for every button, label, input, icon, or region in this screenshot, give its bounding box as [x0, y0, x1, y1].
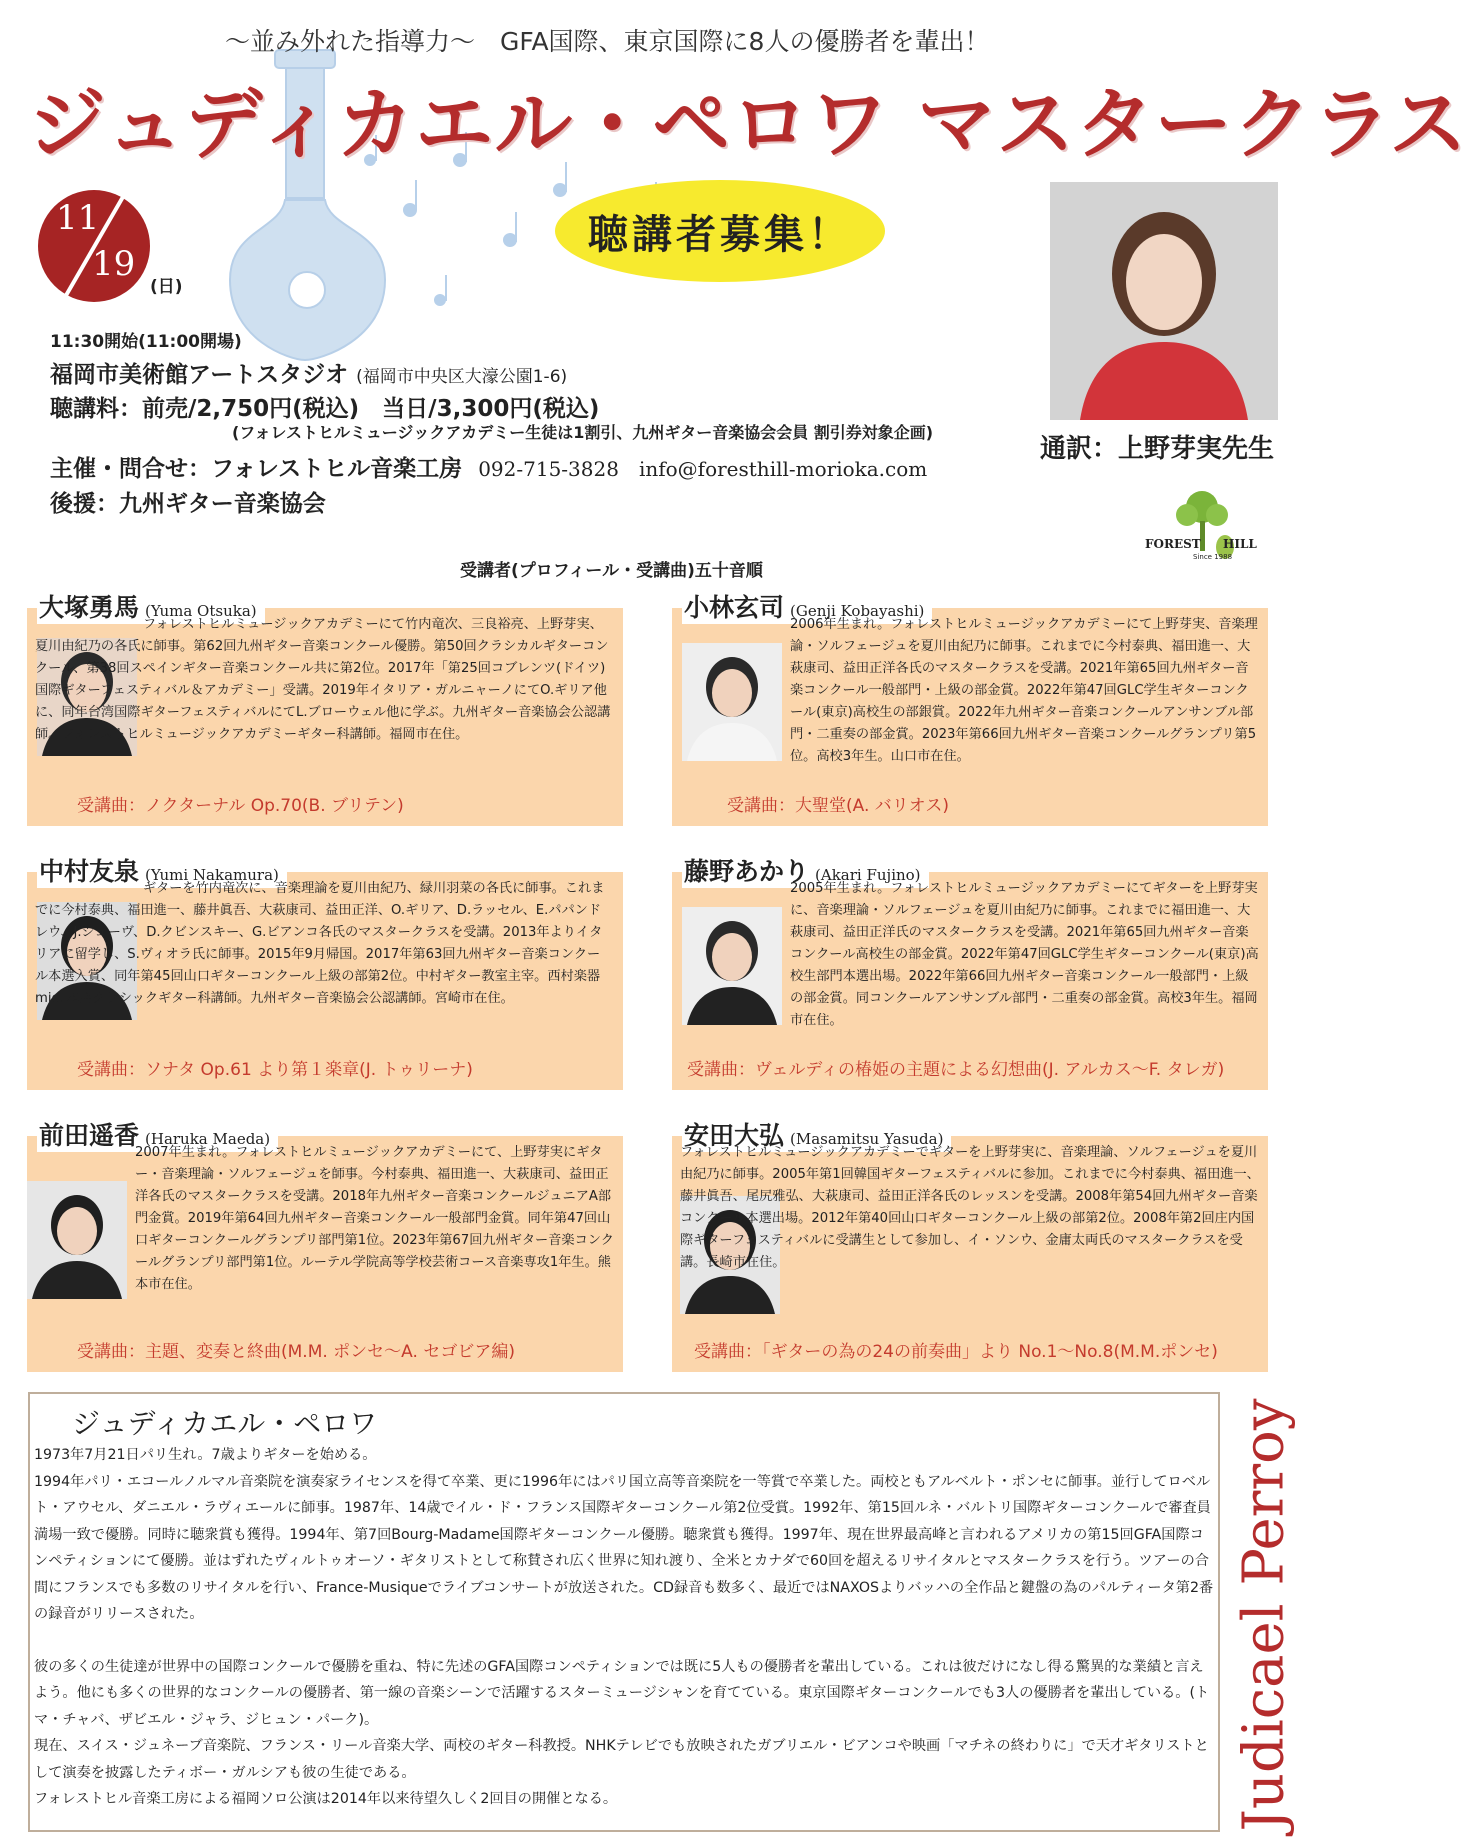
- profile-paragraph: 現在、スイス・ジュネーブ音楽院、フランス・リール音楽大学、両校のギター科教授。NHKテレビでも放映されたガブリエル・ビアンコや映画「マチネの終わりに」で天才ギタリストとして演奏を披露したティボー・ガルシアも彼の生徒である。: [34, 1738, 1209, 1781]
- participant-name: 小林玄司 (Genji Kobayashi): [682, 588, 932, 624]
- discount-note: (フォレストヒルミュージックアカデミー生徒は1割引、九州ギター音楽協会会員 割引券対象企画): [232, 423, 934, 442]
- date-circle: [38, 190, 150, 302]
- participant-photo: [682, 643, 782, 761]
- recruit-badge: 聴講者募集！: [555, 180, 885, 282]
- organizer-name: 主催・問合せ：フォレストヒル音楽工房: [50, 456, 463, 482]
- logo-sub: Since 1988: [1193, 553, 1233, 561]
- participant-name: 前田遥香 (Haruka Maeda): [37, 1116, 278, 1152]
- date-weekday: (日): [150, 277, 183, 297]
- organizer: [50, 450, 927, 483]
- participants-heading: 受講者(プロフィール・受講曲)五十音順: [460, 561, 763, 581]
- participant-piece: 受講曲：ヴェルディの椿姫の主題による幻想曲(J. アルカス～F. タレガ): [687, 1060, 1225, 1080]
- participant-card: [27, 1116, 623, 1372]
- participant-bio: フォレストヒルミュージックアカデミーにて竹内竜次、三良裕亮、上野芽実、夏川由紀乃の各氏に師事。第62回九州ギター音楽コンクール優勝。第50回クラシカルギターコンクール、第38回スペインギター音楽コンクール共に第2位。2017年「第25回コブレンツ(ドイツ)国際ギターフェスティバル＆アカデミー」受講。2019年イタリア・ガルニャーノにてO.ギリア他に、同年台湾国際ギターフェスティバルにてL.ブローウェル他に学ぶ。九州ギター音楽協会公認講師。フォレストヒルミュージックアカデミーギター科講師。福岡市在住。: [35, 617, 611, 742]
- fee: 聴講料：前売/2,750円(税込) 当日/3,300円(税込): [50, 396, 600, 422]
- participant-bio: 2007年生まれ。フォレストヒルミュージックアカデミーにて、上野芽実にギター・音楽理論・ソルフェージュを師事。今村泰典、福田進一、大萩康司、益田正洋各氏のマスタークラスを受講。2018年九州ギター音楽コンクールジュニアA部門金賞。2019年第64回九州ギター音楽コンクール一般部門金賞。同年第47回山口ギターコンクールグランプリ部門第1位。2023年第67回九州ギター音楽コンクールグランプリ部門第1位。ルーテル学院高等学校芸術コース音楽専攻1年生。熊本市在住。: [135, 1145, 614, 1292]
- profile-paragraph: 彼の多くの生徒達が世界中の国際コンクールで優勝を重ね、特に先述のGFA国際コンペティションでは既に5人もの優勝者を輩出している。これは彼だけになし得る驚異的な業績と言えよう。他にも多くの世界的なコンクールの優勝者、第一線の音楽シーンで活躍するスターミュージシャンを育てている。東京国際ギターコンクールでも3人の優勝者を輩出している。(トマ・チャバ、ザビエル・ジャラ、ジヒュン・パーク)。: [34, 1658, 1210, 1728]
- participant-name: 中村友泉 (Yumi Nakamura): [37, 852, 287, 888]
- foresthill-logo: [1145, 485, 1260, 570]
- participant-piece: 受講曲：「ギターの為の24の前奏曲」より No.1～No.8(M.M.ポンセ): [694, 1342, 1218, 1362]
- participant-card: [672, 852, 1268, 1090]
- organizer-contact[interactable]: 092-715-3828 info@foresthill-morioka.com: [478, 457, 928, 481]
- participant-piece: 受講曲：大聖堂(A. バリオス): [727, 796, 950, 816]
- participant-name: 安田大弘 (Masamitsu Yasuda): [682, 1116, 951, 1152]
- start-time: 11:30開始(11:00開場): [50, 332, 242, 352]
- profile-paragraph: 1973年7月21日パリ生れ。7歳よりギターを始める。: [34, 1447, 377, 1463]
- participant-bio: フォレストヒルミュージックアカデミーでギターを上野芽実に、音楽理論、ソルフェージュを夏川由紀乃に師事。2005年第1回韓国ギターフェスティバルに参加。これまでに今村泰典、福田進一、藤井眞吾、尾尻雅弘、大萩康司、益田正洋各氏のレッスンを受講。2008年第54回九州ギター音楽コンクール本選出場。2012年第40回山口ギターコンクール上級の部第2位。2008年第2回庄内国際ギターフェスティバルに受講生として参加し、イ・ソンウ、金庸太両氏のマスタークラスを受講。長崎市在住。: [680, 1145, 1260, 1270]
- venue: [50, 356, 567, 389]
- tagline: ～並み外れた指導力～ GFA国際、東京国際に8人の優勝者を輩出！: [225, 27, 990, 56]
- logo-left: FOREST: [1145, 537, 1201, 551]
- date-month: 11: [56, 198, 100, 238]
- participant-name: 大塚勇馬 (Yuma Otsuka): [37, 588, 265, 624]
- profile-paragraph: 1994年パリ・エコールノルマル音楽院を演奏家ライセンスを得て卒業、更に1996年にはパリ国立高等音楽院を一等賞で卒業した。両校ともアルベルト・ポンセに師事。並行してロベルト・アウセル、ダニエル・ラヴィエールに師事。1987年、14歳でイル・ド・フランス国際ギターコンクール第2位受賞。1992年、第15回ルネ・バルトリ国際ギターコンクールで審査員満場一致で優勝。同時に聴衆賞も獲得。1994年、第7回Bourg-Madame国際ギターコンクール優勝。聴衆賞も獲得。1997年、現在世界最高峰と言われるアメリカの第15回GFA国際コンペティションにて優勝。並はずれたヴィルトゥオーソ・ギタリストとして称賛され広く世界に知れ渡り、全米とカナダで60回を超えるリサイタルとマスタークラスを行う。ツアーの合間にフランスでも多数のリサイタルを行い、France-Musiqueでライブコンサートが放送された。CD録音も数多く、最近ではNAXOSよりバッハの全作品と鍵盤の為のパルティータ第2番の録音がリリースされた。: [34, 1473, 1214, 1622]
- profile-heading: ジュディカエル・ペロワ: [72, 1407, 378, 1440]
- participant-card: [27, 852, 623, 1090]
- participant-piece: 受講曲：ソナタ Op.61 より第１楽章(J. トゥリーナ): [77, 1060, 473, 1080]
- profile-paragraph: フォレストヒル音楽工房による福岡ソロ公演は2014年以来待望久しく2回目の開催となる。: [34, 1791, 618, 1807]
- participant-piece: 受講曲：主題、変奏と終曲(M.M. ポンセ～A. セゴビア編): [77, 1342, 515, 1362]
- participant-bio: 2005年生まれ。フォレストヒルミュージックアカデミーにてギターを上野芽実に、音楽理論・ソルフェージュを夏川由紀乃に師事。これまでに福田進一、大萩康司、益田正洋氏のマスタークラスを受講。2021年第65回九州ギター音楽コンクール高校生の部金賞。2022年第47回GLC学生ギターコンクール(東京)高校生部門本選出場。2022年第66回九州ギター音楽コンクール一般部門・上級の部金賞。同コンクールアンサンブル部門・二重奏の部金賞。高校3年生。福岡市在住。: [790, 881, 1259, 1028]
- support: 後援：九州ギター音楽協会: [50, 491, 326, 517]
- profile-spacer: [34, 1628, 1214, 1654]
- participant-piece: 受講曲：ノクターナル Op.70(B. ブリテン): [77, 796, 404, 816]
- participant-card: [27, 588, 623, 826]
- participant-card: [672, 1116, 1268, 1372]
- logo-right: HILL: [1223, 537, 1257, 551]
- participant-bio: 2006年生まれ。フォレストヒルミュージックアカデミーにて上野芽実、音楽理論・ソルフェージュを夏川由紀乃に師事。これまでに今村泰典、福田進一、大萩康司、益田正洋各氏のマスタークラスを受講。2021年第65回九州ギター音楽コンクール一般部門・上級の部金賞。2022年第47回GLC学生ギターコンクール(東京)高校生の部銀賞。2022年九州ギター音楽コンクールアンサンブル部門・二重奏の部金賞。2023年第66回九州ギター音楽コンクールグランプリ第5位。高校3年生。山口市在住。: [790, 617, 1258, 764]
- page-title: ジュディカエル・ペロワ マスタークラス: [28, 80, 1468, 170]
- participant-name: 藤野あかり (Akari Fujino): [682, 852, 929, 888]
- venue-name: 福岡市美術館アートスタジオ: [50, 362, 349, 388]
- participant-bio: ギターを竹内竜次に、音楽理論を夏川由紀乃、緑川羽菜の各氏に師事。これまでに今村泰典、福田進一、藤井眞吾、大萩康司、益田正洋、O.ギリア、D.ラッセル、E.パパンドレウ、J.ジューヴ、D.クビンスキー、G.ビアンコ各氏のマスタークラスを受講。2013年よりイタリアに留学し、S.ヴィオラ氏に師事。2015年9月帰国。2017年第63回九州ギター音楽コンクール本選入賞、同年第45回山口ギターコンクール上級の部第2位。中村ギター教室主宰。西村楽器micc本店クラシックギター科講師。九州ギター音楽協会公認講師。宮崎市在住。: [35, 881, 605, 1006]
- date-day: 19: [92, 244, 136, 284]
- interpreter-label: 通訳：上野芽実先生: [1040, 434, 1275, 464]
- profile-text: [34, 1442, 1214, 1813]
- participant-card: [672, 588, 1268, 826]
- vertical-name: Judicael Perroy: [1231, 1398, 1297, 1832]
- interpreter-photo: [1050, 182, 1278, 420]
- participant-photo: [27, 1181, 127, 1299]
- participant-photo: [682, 907, 782, 1025]
- venue-address: (福岡市中央区大濠公園1-6): [356, 367, 568, 387]
